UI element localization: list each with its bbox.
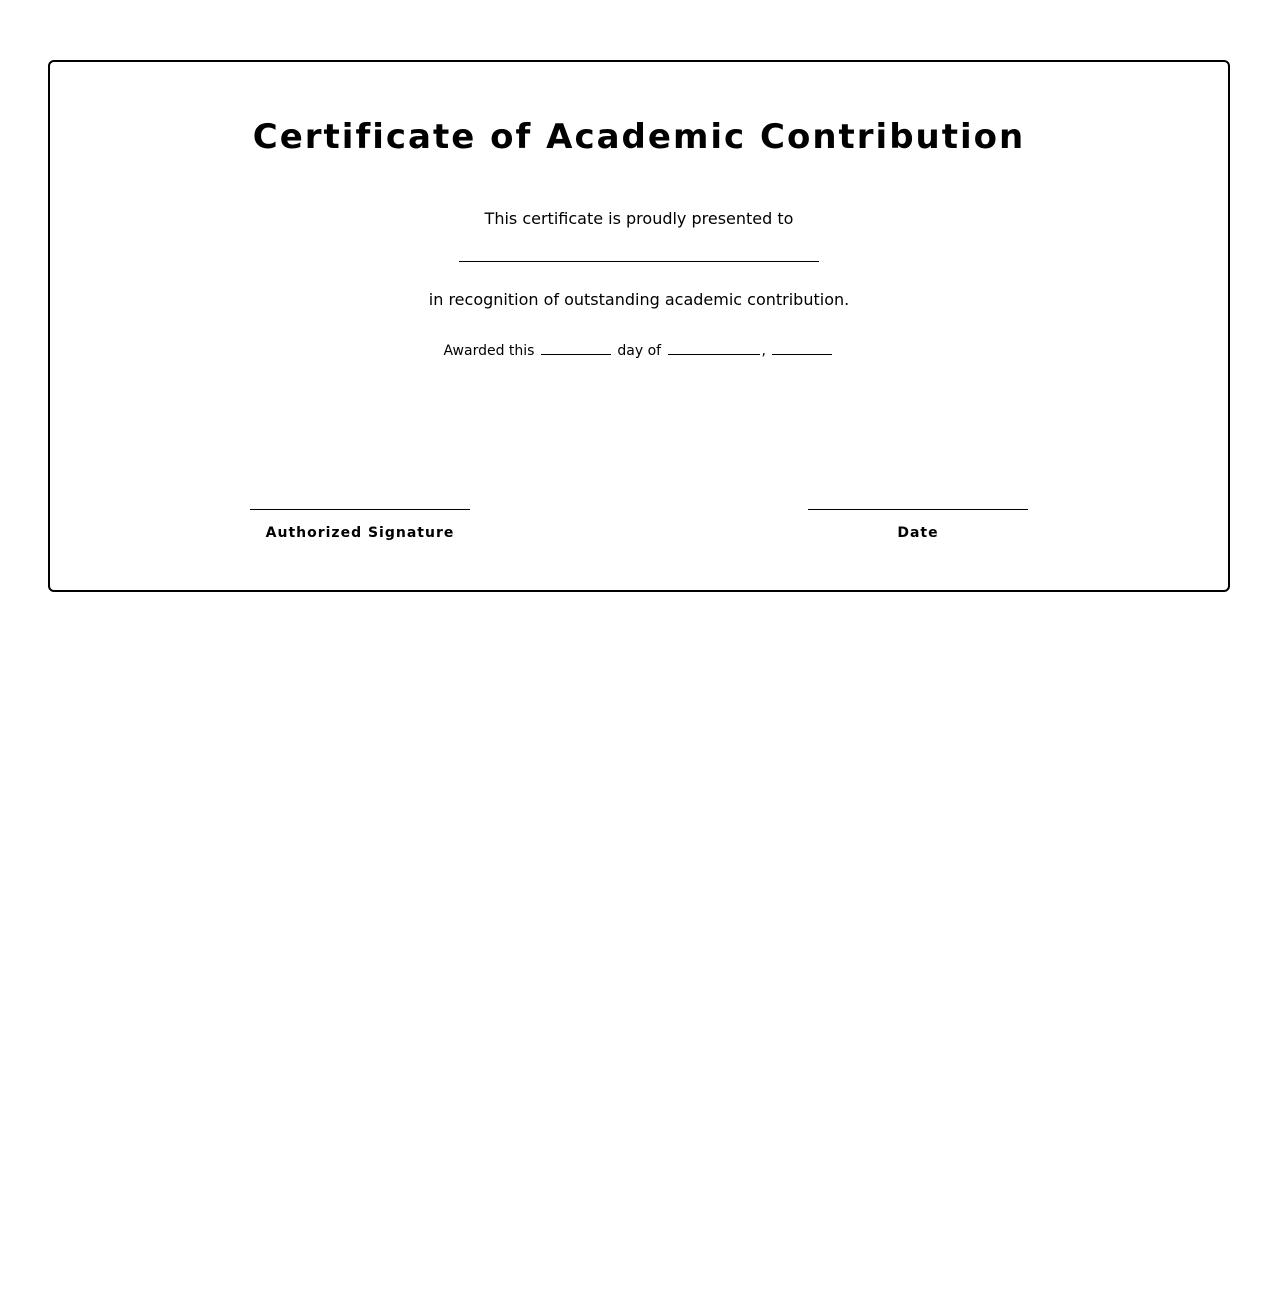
awarded-prefix: Awarded this <box>443 343 535 359</box>
recipient-name-line <box>459 261 819 262</box>
date-block <box>808 509 1028 543</box>
signature-block <box>250 509 470 543</box>
year-blank <box>772 342 832 355</box>
certificate-frame <box>48 60 1230 592</box>
signature-label: Authorized Signature <box>265 525 455 541</box>
date-separator: , <box>761 343 766 359</box>
certificate-title: Certificate of Academic Contribution <box>252 117 1026 157</box>
date-line <box>808 509 1028 510</box>
day-blank <box>541 342 611 355</box>
awarded-line <box>50 341 1228 361</box>
recognition-text: in recognition of outstanding academic contribution. <box>428 290 850 309</box>
awarded-middle: day of <box>617 343 662 359</box>
signature-line <box>250 509 470 510</box>
date-label: Date <box>897 525 939 541</box>
month-blank <box>668 342 760 355</box>
presented-text: This certificate is proudly presented to <box>484 209 794 228</box>
